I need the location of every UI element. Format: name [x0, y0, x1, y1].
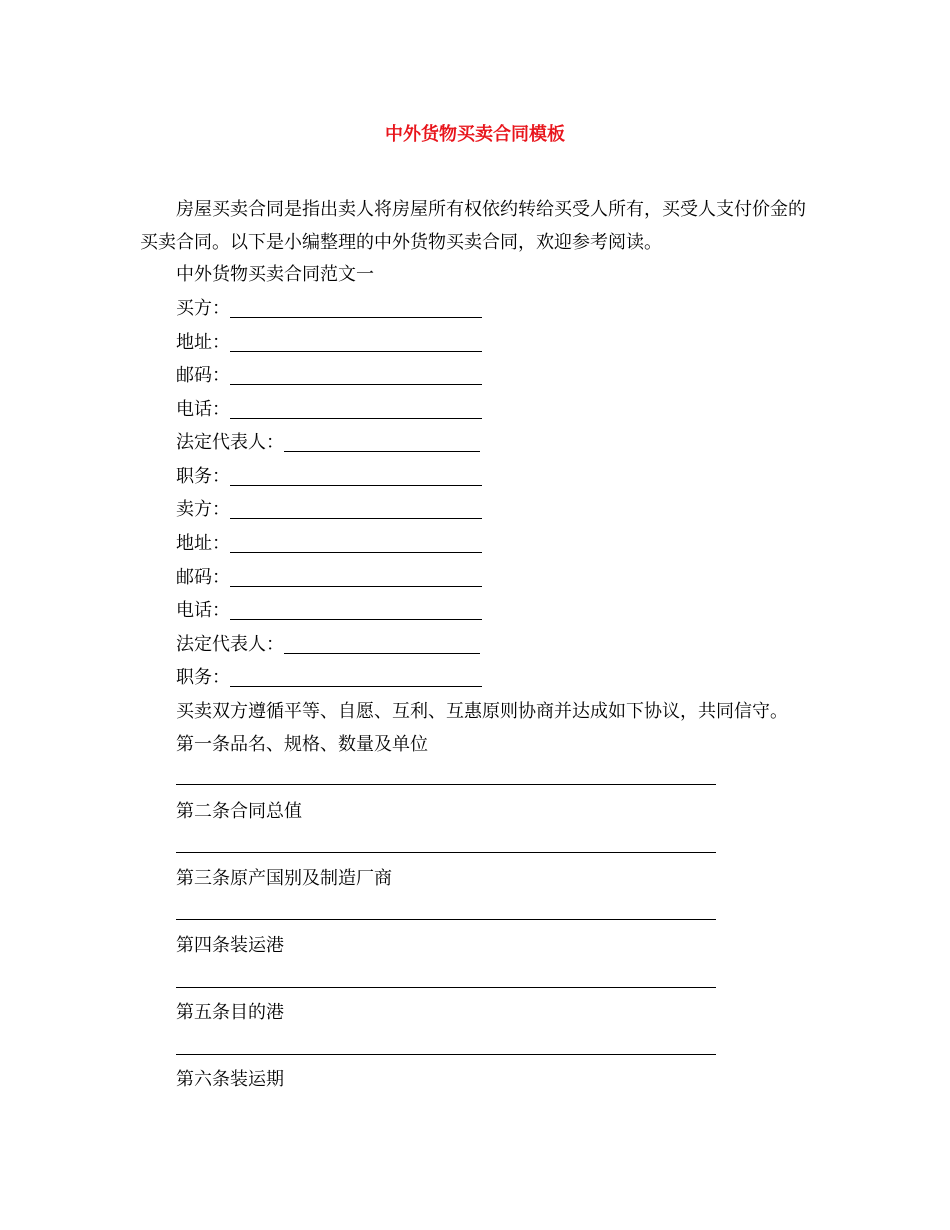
- field-label: 法定代表人：: [176, 432, 284, 453]
- blank-line: [230, 404, 482, 419]
- seller-legal-rep-field: [176, 633, 480, 657]
- blank-line: [230, 471, 482, 486]
- article-heading: 第四条装运港: [176, 935, 284, 956]
- blank-line: [230, 605, 482, 620]
- article-heading: 第六条装运期: [176, 1069, 284, 1090]
- intro-paragraph: 房屋买卖合同是指出卖人将房屋所有权依约转给买受人所有，买受人支付价金的买卖合同。以下是小编整理的中外货物买卖合同，欢迎参考阅读。: [140, 199, 806, 253]
- blank-line: [230, 672, 482, 687]
- article-blank-line: [176, 784, 716, 785]
- seller-position-field: [176, 666, 482, 690]
- article-heading: 第五条目的港: [176, 1002, 284, 1023]
- blank-line: [284, 437, 480, 452]
- buyer-phone-field: [176, 398, 482, 422]
- field-label: 邮码：: [176, 365, 230, 386]
- seller-phone-field: [176, 599, 482, 623]
- blank-line: [230, 337, 482, 352]
- article-blank-line: [176, 987, 716, 988]
- blank-line: [230, 538, 482, 553]
- field-label: 职务：: [176, 667, 230, 688]
- agreement-statement: 买卖双方遵循平等、自愿、互利、互惠原则协商并达成如下协议，共同信守。: [176, 701, 788, 722]
- article-blank-line: [176, 919, 716, 920]
- field-label: 电话：: [176, 399, 230, 420]
- article-heading: 第二条合同总值: [176, 801, 302, 822]
- document-title: 中外货物买卖合同模板: [385, 124, 565, 145]
- article-blank-line: [176, 852, 716, 853]
- field-label: 卖方：: [176, 499, 230, 520]
- blank-line: [230, 303, 482, 318]
- seller-name-field: [176, 498, 482, 522]
- sample-heading: 中外货物买卖合同范文一: [176, 264, 374, 285]
- article-heading: 第三条原产国别及制造厂商: [176, 868, 392, 889]
- blank-line: [284, 639, 480, 654]
- field-label: 法定代表人：: [176, 634, 284, 655]
- buyer-postcode-field: [176, 364, 482, 388]
- field-label: 邮码：: [176, 567, 230, 588]
- buyer-name-field: [176, 297, 482, 321]
- seller-address-field: [176, 532, 482, 556]
- blank-line: [230, 572, 482, 587]
- buyer-legal-rep-field: [176, 431, 480, 455]
- field-label: 电话：: [176, 600, 230, 621]
- blank-line: [230, 370, 482, 385]
- field-label: 地址：: [176, 332, 230, 353]
- article-blank-line: [176, 1054, 716, 1055]
- field-label: 买方：: [176, 298, 230, 319]
- article-heading: 第一条品名、规格、数量及单位: [176, 734, 428, 755]
- field-label: 职务：: [176, 466, 230, 487]
- seller-postcode-field: [176, 566, 482, 590]
- buyer-address-field: [176, 331, 482, 355]
- buyer-position-field: [176, 465, 482, 489]
- field-label: 地址：: [176, 533, 230, 554]
- blank-line: [230, 504, 482, 519]
